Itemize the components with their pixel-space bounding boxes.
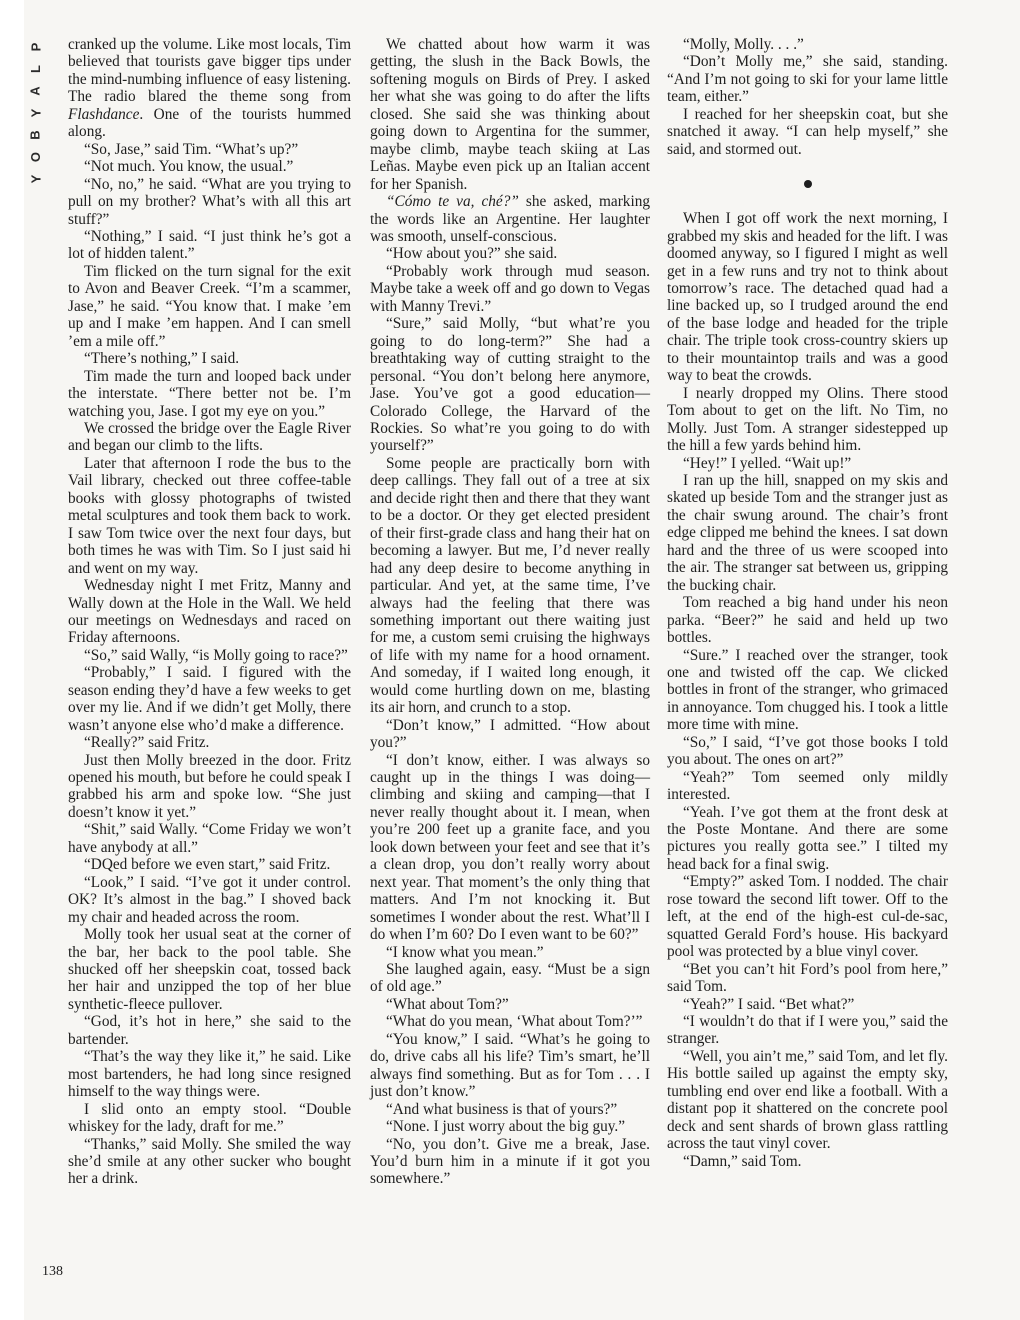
paragraph: When I got off work the next morning, I grabbed my skis and headed for the lift. I was doomed anyway, so I figured I might as well get in a few runs and try not to think about tomorrow’s race. The detached quad had a line backed up, so I trudged around the end of the base lodge and headed for the triple chair. The triple took cross-country skiers up to their mountaintop trails and was a good way to beat the crowds. [667, 210, 948, 385]
paragraph: “Well, you ain’t me,” said Tom, and let fly. His bottle sailed up against the empty sky, tumbling end over end like a football. With a distant pop it shattered on the concrete pool deck and sent shards of brown glass rattling across the taut vinyl cover. [667, 1047, 948, 1153]
paragraph: “Molly, Molly. . . .” [683, 36, 804, 53]
text-column-2 [370, 36, 650, 1188]
magazine-sidebar [27, 36, 45, 190]
paragraph: “Shit,” said Wally. “Come Friday we won’t have anybody at all.” [68, 821, 351, 856]
paragraph: “There’s nothing,” I said. [84, 350, 240, 368]
paragraph: cranked up the volume. Like most locals, Tim believed that tourists gave bigger tips under the mind-numbing influence of easy listening. The radio blared the theme song from Flashdance. One of the tourists hummed along. [68, 36, 351, 141]
section-break [667, 158, 948, 210]
paragraph: “What about Tom?” [386, 995, 509, 1013]
paragraph: I nearly dropped my Olins. There stood Tom about to get on the lift. No Tim, no Molly. Just Tom. A stranger sidestepped up the hill a few yards behind him. [667, 384, 948, 455]
paragraph: “So,” said Wally, “is Molly going to race?” [84, 646, 348, 664]
paragraph: “Sure,” said Molly, “but what’re you going to do long-term?” She had a breathtaking way of cutting straight to the personal. “You don’t belong here anymore, Jase. You’ve got a good education—Colorado College, the Harvard of the Rockies. So what’re you going to do with yourself?” [370, 315, 650, 455]
paragraph: “Thanks,” said Molly. She smiled the way she’d smile at any other sucker who bought her a drink. [68, 1135, 351, 1188]
paragraph: “Bet you can’t hit Ford’s pool from here,” said Tom. [667, 960, 948, 996]
sidebar-letter: B [27, 130, 43, 140]
paragraph: “Not much. You know, the usual.” [84, 158, 294, 176]
paragraph: “Sure.” I reached over the stranger, took one and twisted off the cap. We clicked bottles in front of the stranger, who grimaced in annoyance. Tom chugged his. I took a little more time with mine. [667, 646, 948, 734]
paragraph: Later that afternoon I rode the bus to the Vail library, checked out three coffee-table books with glossy photographs of twisted metal sculptures and took them back to work. I saw Tom twice over the next four days, but both times he was with Tim. So I just said hi and went on my way. [68, 454, 351, 577]
paragraph: Just then Molly breezed in the door. Fritz opened his mouth, but before he could speak I grabbed his arm and spoke low. “She just doesn’t know it yet.” [68, 751, 351, 821]
paragraph: “Don’t Molly me,” she said, standing. “And I’m not going to ski for your lame little team, either.” [667, 53, 948, 106]
paragraph: Wednesday night I met Fritz, Manny and Wally down at the Hole in the Wall. We held our meetings on Wednesdays and raced on Friday afternoons. [68, 577, 351, 647]
paragraph: “Probably,” I said. I figured with the season ending they’d have a few weeks to get over my lie. And if we didn’t get Molly, there wasn’t anyone else who’d make a difference. [68, 664, 351, 734]
paragraph: “How about you?” she said. [386, 245, 558, 263]
paragraph: “You know,” I said. “What’s he going to do, drive cabs all his life? Tim’s smart, he’ll always find something. But as for Tom . . . I just don’t know.” [370, 1030, 650, 1101]
paragraph: “I don’t know, either. I was always so caught up in the things I was doing—climbing and skiing and camping—that I never really thought about it. I mean, when you’re 200 feet up a granite face, and you look down between your feet and see that it’s a clean drop, you don’t really worry about next year. That moment’s the only thing that matters. And I’m not knocking it. But sometimes I wonder about the rest. What’ll I do when I’m 60? Do I even want to be 60?” [370, 751, 650, 944]
text-column-3 [667, 36, 948, 1170]
paragraph: “Nothing,” I said. “I just think he’s got a lot of hidden talent.” [68, 227, 351, 263]
paragraph: “Yeah?” Tom seemed only mildly interested. [667, 768, 948, 804]
sidebar-letter: A [27, 86, 43, 96]
paragraph: “Empty?” asked Tom. I nodded. The chair rose toward the second lift tower. Off to the left, at the end of the high-est cul-de-sac, squatted Gerald Ford’s house. His backyard pool was protected by a blue vinyl cover. [667, 873, 948, 961]
page-number: 138 [42, 1264, 63, 1279]
paragraph: Tim flicked on the turn signal for the exit to Avon and Beaver Creek. “I’m a scammer, Jase,” he said. “You know that. I make ’em up and I make ’em happen. And I can smell ’em a mile off.” [68, 262, 351, 350]
paragraph: “God, it’s hot in here,” she said to the bartender. [68, 1013, 351, 1048]
sidebar-letter: L [27, 65, 43, 73]
paragraph: “Cómo te va, ché?” she asked, marking the words like an Argentine. Her laughter was smooth, unself-conscious. [370, 193, 650, 245]
paragraph: “I know what you mean.” [386, 943, 544, 961]
paragraph: Some people are practically born with deep callings. They fall out of a tree at six and decide right then and there that they want to be a doctor. Or they get elected president of their first-grade class and hang their hat on becoming a lawyer. But me, I’d never really had any deep desire to become anything in particular. And yet, at the same time, I’ve always had the feeling that there was something important out there waiting just for me, a custom semi cruising the highways of life with my name for a hood ornament. And someday, if I waited long enough, it would come hurtling down on me, blasting its air horn, and crunch to a stop. [370, 454, 650, 717]
paragraph: “And what business is that of yours?” [386, 1100, 618, 1118]
paragraph: We chatted about how warm it was getting, the slush in the Back Bowls, the softening moguls on Birds of Prey. I asked her what she was going to do after the lifts closed. She said she was thinking about going down to Argentina for the summer, maybe climb, maybe teach skiing at Las Leñas. Maybe even pick up an Italian accent for her Spanish. [370, 36, 650, 193]
paragraph: “Look,” I said. “I’ve got it under control. OK? It’s almost in the bag.” I shoved back my chair and headed across the room. [68, 873, 351, 926]
paragraph: “So, Jase,” said Tim. “What’s up?” [84, 140, 299, 158]
paragraph: I reached for her sheepskin coat, but she snatched it away. “I can help myself,” she said, and stormed out. [667, 105, 948, 158]
section-break-bullet-icon [804, 180, 812, 188]
paragraph: “Hey!” I yelled. “Wait up!” [683, 454, 852, 472]
paragraph: “Really?” said Fritz. [84, 734, 210, 752]
sidebar-letter: P [27, 42, 43, 52]
paragraph: “Yeah. I’ve got them at the front desk at the Poste Montane. And there are some pictures you really gotta see.” I tilted my head back for a final swig. [667, 803, 948, 873]
paragraph: “That’s the way they like it,” he said. Like most bartenders, he had long since resigned himself to the way things were. [68, 1048, 351, 1101]
sidebar-letter: Y [27, 174, 43, 184]
paragraph: Tom reached a big hand under his neon parka. “Beer?” he said and held up two bottles. [667, 594, 948, 647]
paragraph: I slid onto an empty stool. “Double whiskey for the lady, draft for me.” [68, 1100, 351, 1136]
paragraph: “DQed before we even start,” said Fritz. [84, 856, 331, 874]
paragraph: “Damn,” said Tom. [683, 1152, 802, 1170]
paragraph: “Yeah?” I said. “Bet what?” [683, 995, 855, 1013]
text-column-1 [68, 36, 351, 1188]
paragraph: She laughed again, easy. “Must be a sign of old age.” [370, 961, 650, 996]
paragraph: “None. I just worry about the big guy.” [386, 1118, 626, 1136]
paragraph: “What do you mean, ‘What about Tom?’” [386, 1013, 643, 1031]
paragraph: Molly took her usual seat at the corner of the bar, her back to the pool table. She shucked off her sheepskin coat, tossed back her hair and unzipped the top of her blue synthetic-fleece pullover. [68, 926, 351, 1013]
sidebar-letter: O [28, 151, 43, 163]
sidebar-letter: Y [27, 108, 43, 118]
paragraph: “I wouldn’t do that if I were you,” said the stranger. [667, 1013, 948, 1048]
paragraph: “No, you don’t. Give me a break, Jase. You’d burn him in a minute if it got you somewhere.” [370, 1135, 650, 1188]
paragraph: “No, no,” he said. “What are you trying to pull on my brother? What’s with all this art stuff?” [68, 175, 351, 228]
paragraph: “Don’t know,” I admitted. “How about you?” [370, 716, 650, 752]
paragraph: Tim made the turn and looped back under the interstate. “There better not be. I’m watching you, Jase. I got my eye on you.” [68, 367, 351, 420]
paragraph: “So,” I said, “I’ve got those books I told you about. The ones on art?” [667, 733, 948, 769]
paragraph: We crossed the bridge over the Eagle River and began our climb to the lifts. [68, 419, 351, 455]
paragraph: I ran up the hill, snapped on my skis and skated up beside Tom and the stranger just as the chair swung around. The chair’s front edge clipped me behind the knees. I sat down hard and the three of us were scooped into the air. The stranger sat between us, gripping the bucking chair. [667, 471, 948, 594]
paragraph: “Probably work through mud season. Maybe take a week off and go down to Vegas with Manny Trevi.” [370, 262, 650, 315]
